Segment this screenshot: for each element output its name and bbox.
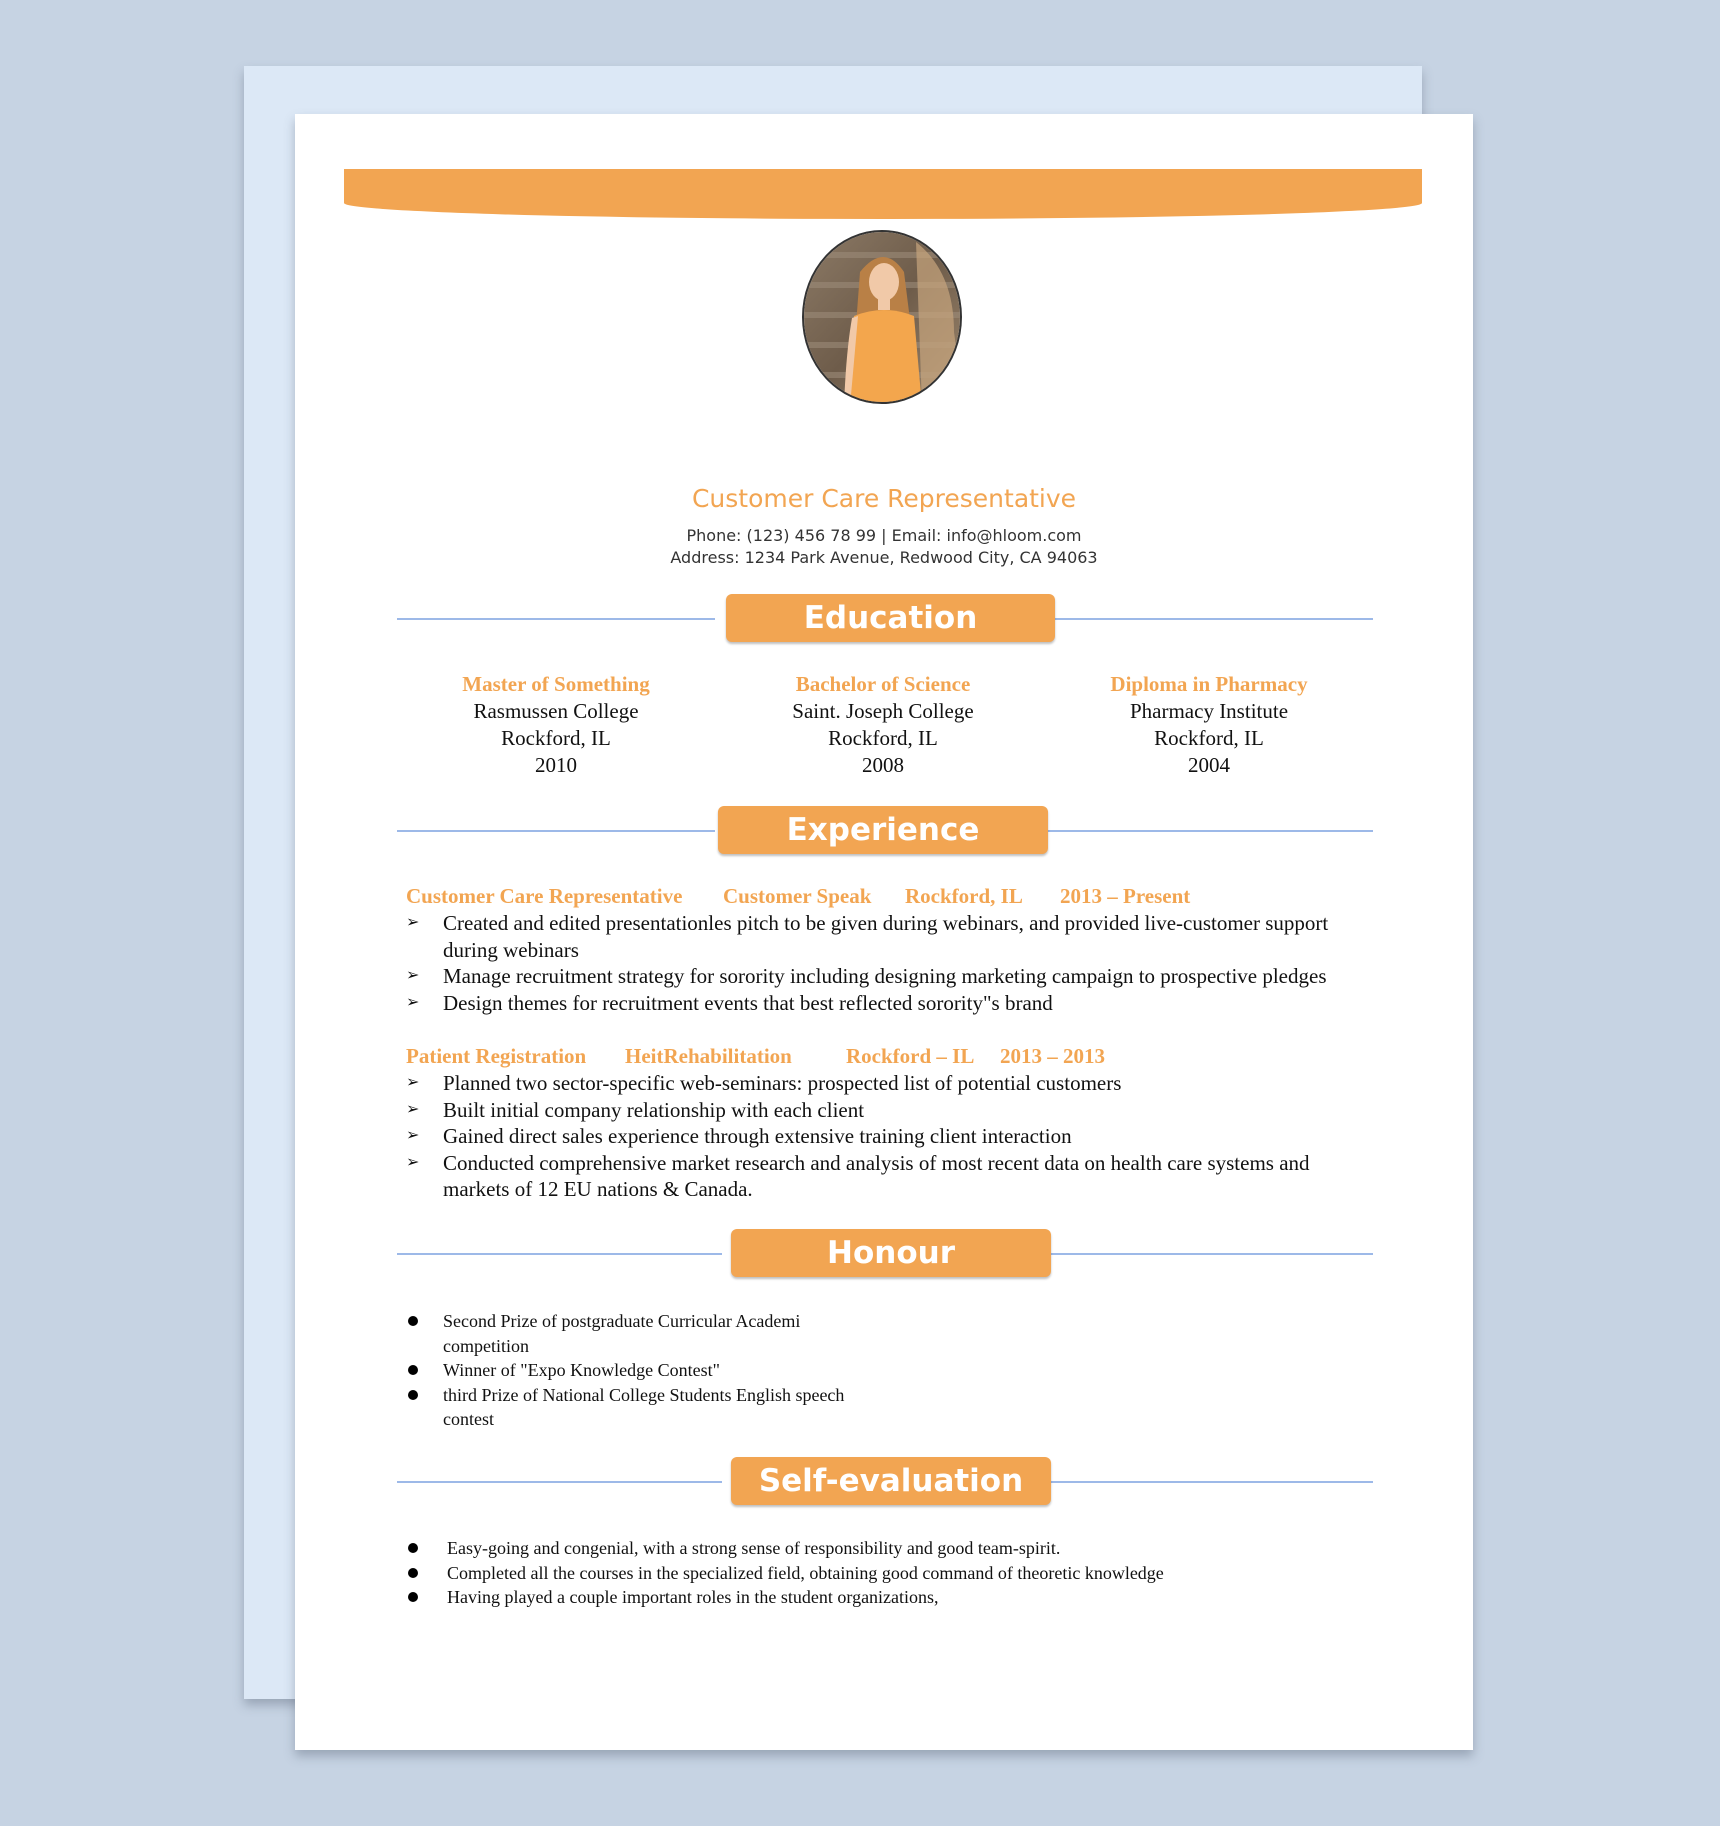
list-item: ➢ Planned two sector-specific web-seminars: prospected list of potential customers — [406, 1071, 1122, 1095]
experience-heading: Experience — [718, 806, 1048, 854]
education-degree: Diploma in Pharmacy — [1110, 672, 1308, 696]
list-item: ➢ Created and edited presentationles pitch to be given during webinars, and provided live-customer support during webinars — [406, 911, 1329, 962]
education-location: Rockford, IL — [501, 726, 611, 750]
arrow-bullet-icon: ➢ — [406, 914, 420, 931]
education-degree: Bachelor of Science — [795, 672, 971, 696]
job-role: Customer Care Representative — [406, 884, 683, 908]
education-entry — [1049, 671, 1369, 779]
bullet-dot-icon — [408, 1592, 418, 1602]
education-line-right — [1055, 618, 1373, 620]
list-item: ➢ Conducted comprehensive market research and analysis of most recent data on health care systems and markets of 12 EU nations & Canada. — [406, 1150, 1310, 1201]
self-evaluation-line-left — [397, 1481, 722, 1483]
job-location: Rockford – IL — [846, 1044, 975, 1068]
contact-phone-email: Phone: (123) 456 78 99 | Email: info@hloom.com — [686, 526, 1082, 545]
education-entry — [396, 671, 716, 779]
experience-line-right — [1048, 830, 1373, 832]
education-degree: Master of Something — [462, 672, 650, 696]
job-dates: 2013 – 2013 — [1000, 1044, 1105, 1068]
education-school: Saint. Joseph College — [792, 699, 974, 723]
job-dates: 2013 – Present — [1060, 884, 1191, 908]
arrow-bullet-icon: ➢ — [406, 1074, 420, 1091]
job-location: Rockford, IL — [905, 884, 1023, 908]
list-item: Second Prize of postgraduate Curricular Academi competition — [406, 1309, 846, 1358]
arrow-bullet-icon: ➢ — [406, 967, 420, 984]
list-item: ➢ Gained direct sales experience through extensive training client interaction — [406, 1124, 1072, 1148]
resume-title: Customer Care Representative — [691, 484, 1077, 513]
list-item: ➢ Design themes for recruitment events that best reflected sorority"s brand — [406, 990, 1053, 1015]
header-band — [344, 169, 1422, 219]
honour-heading: Honour — [731, 1229, 1051, 1277]
bullet-dot-icon — [408, 1390, 418, 1400]
list-item: Winner of "Expo Knowledge Contest" — [406, 1358, 846, 1383]
bullet-dot-icon — [408, 1543, 418, 1553]
honour-line-left — [397, 1253, 722, 1255]
education-heading: Education — [726, 594, 1055, 642]
contact-address: Address: 1234 Park Avenue, Redwood City, CA 94063 — [670, 548, 1098, 567]
education-line-left — [397, 618, 715, 620]
education-school: Rasmussen College — [473, 699, 639, 723]
arrow-bullet-icon: ➢ — [406, 1127, 420, 1144]
honour-line-right — [1051, 1253, 1373, 1255]
bullet-dot-icon — [408, 1568, 418, 1578]
education-year: 2008 — [862, 753, 904, 777]
list-item: ➢ Manage recruitment strategy for sorority including designing marketing campaign to prospective pledges — [406, 964, 1327, 988]
self-evaluation-heading: Self-evaluation — [731, 1457, 1051, 1505]
list-item: Easy-going and congenial, with a strong sense of responsibility and good team-spirit. — [406, 1536, 1366, 1561]
job-bullets — [406, 910, 1366, 1016]
education-school: Pharmacy Institute — [1129, 699, 1289, 723]
education-year: 2004 — [1188, 753, 1230, 777]
education-year: 2010 — [535, 753, 577, 777]
job-bullets — [406, 1070, 1346, 1203]
job-company: Customer Speak — [723, 884, 872, 908]
list-item: Completed all the courses in the specialized field, obtaining good command of theoretic knowledge — [406, 1561, 1366, 1586]
self-evaluation-list — [406, 1536, 1366, 1610]
arrow-bullet-icon: ➢ — [406, 1100, 420, 1118]
experience-line-left — [397, 830, 715, 832]
job-company: HeitRehabilitation — [625, 1044, 792, 1068]
list-item: third Prize of National College Students English speech contest — [406, 1383, 846, 1432]
education-entry — [723, 671, 1043, 779]
resume-page — [295, 114, 1473, 1750]
bullet-dot-icon — [408, 1365, 418, 1375]
arrow-bullet-icon: ➢ — [406, 993, 420, 1011]
list-item: Having played a couple important roles in the student organizations, — [406, 1585, 1366, 1610]
arrow-bullet-icon: ➢ — [406, 1153, 420, 1171]
education-location: Rockford, IL — [1154, 726, 1264, 750]
list-item: ➢ Built initial company relationship with each client — [406, 1097, 865, 1122]
honour-list — [406, 1309, 846, 1432]
self-evaluation-line-right — [1051, 1481, 1373, 1483]
job-role: Patient Registration — [406, 1044, 587, 1068]
bullet-dot-icon — [408, 1316, 418, 1326]
education-location: Rockford, IL — [828, 726, 938, 750]
profile-photo-icon — [802, 230, 962, 404]
